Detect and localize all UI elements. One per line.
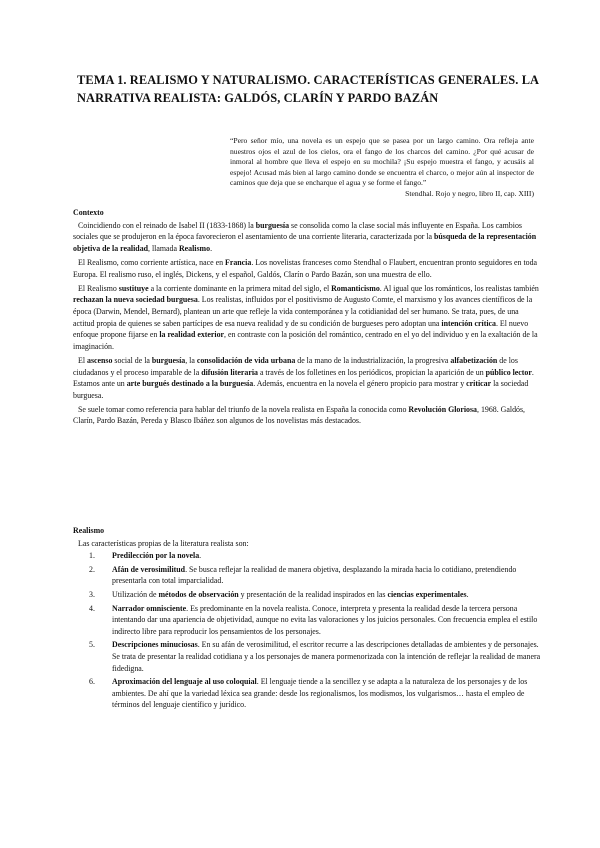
list-item: 2. Afán de verosimilitud. Se busca reflejar la realidad de manera objetiva, desplazando la mirada hacia lo cotidiano, pretendiendo presentarla con total imparcialidad. — [89, 564, 517, 586]
section-heading-realismo: Realismo — [73, 526, 105, 535]
paragraph-3: El Realismo sustituye a la corriente dominante en la primera mitad del siglo, el Romanticismo. Al igual que los románticos, los realistas también rechazan la nueva sociedad burguesa. Los realistas, influidos por el positivismo de Augusto Comte, el marxismo y los avances científicos de la época (Darwin, Mendel, Bernard), plantean un arte que refleje la vida contemporánea y la cotidianidad del ser humano. Se trata, pues, de una actitud propia de quienes se saben partícipes de esa nueva realidad y de su condición de burgueses pero adoptan una intención crítica. El nuevo enfoque propone fijarse en la realidad exterior, en contraste con la posición del romántico, centrado en el yo del individuo y en la exaltación de la imaginación. — [73, 283, 539, 351]
paragraph-1: Coincidiendo con el reinado de Isabel II (1833-1868) la burguesía se consolida como la clase social más influyente en España. Los cambios sociales que se produjeron en la época favorecieron el asentamiento de una corriente literaria, caracterizada por la búsqueda de la representación objetiva de la realidad, llamada Realismo. — [73, 220, 537, 253]
paragraph-2: El Realismo, como corriente artística, nace en Francia. Los novelistas franceses como Stendhal o Flaubert, encuentran pronto seguidores en toda Europa. El realismo ruso, el inglés, Dickens, y el español, Galdós, Clarín o Pardo Bazán, son una muestra de ello. — [73, 257, 538, 279]
page-title: TEMA 1. REALISMO Y NATURALISMO. CARACTERÍSTICAS GENERALES. LA NARRATIVA REALISTA: GALDÓS, CLARÍN Y PARDO BAZÁN — [77, 73, 539, 105]
list-item: 1. Predilección por la novela. — [89, 551, 202, 561]
epigraph-quote: “Pero señor mío, una novela es un espejo que se pasea por un largo camino. Ora refleja ante nuestros ojos el azul de los cielos, ora el fango de los charcos del camino. ¿Por qué acusar de inmoral al hombre que lleva el espejo en su mochila? ¡Su espejo muestra el fango, y acusáis al espejo! Acusad más bien al largo camino donde se encuentra el charco, o mejor aún al inspector de caminos que deja que se encharque el agua y se forme el fango.” — [230, 136, 534, 188]
paragraph-4: El ascenso social de la burguesía, la consolidación de vida urbana de la mano de la industrialización, la progresiva alfabetización de los ciudadanos y el proceso imparable de la difusión literaria a través de los folletines en los periódicos, propician la aparición de un público lector. Estamos ante un arte burgués destinado a la burguesía. Además, encuentra en la novela el género propicio para mostrar y criticar la sociedad burguesa. — [73, 355, 534, 400]
characteristics-list — [73, 550, 541, 711]
list-item: 6. Aproximación del lenguaje al uso coloquial. El lenguaje tiende a la sencillez y se adapta a la naturaleza de los personajes y de los ambientes. De ahí que la variedad léxica sea grande: desde los regionalismos, los modismos, los vulgarismos… hasta el empleo de términos del lenguaje científico y jurídico. — [89, 677, 528, 710]
section-heading-contexto: Contexto — [73, 208, 104, 217]
paragraph-5: Se suele tomar como referencia para hablar del triunfo de la novela realista en España la conocida como Revolución Gloriosa, 1968. Galdós, Clarín, Pardo Bazán, Pereda y Blasco Ibáñez son algunos de los novelistas más destacados. — [73, 404, 525, 426]
list-item: 3. Utilización de métodos de observación y presentación de la realidad inspirados en las ciencias experimentales. — [89, 589, 469, 599]
section-contexto — [73, 207, 541, 430]
list-item: 5. Descripciones minuciosas. En su afán de verosimilitud, el escritor recurre a las descripciones detalladas de ambientes y de personajes. Se trata de presentar la realidad cotidiana y a los personajes de manera pormenorizada con la intención de reflejar la realidad de manera fidedigna. — [89, 640, 541, 673]
list-item: 4. Narrador omnisciente. Es predominante en la novela realista. Conoce, interpreta y presenta la realidad desde la tercera persona intentando dar una apariencia de objetividad, aunque no evita las valoraciones y los juicios personales. Con frecuencia emplea el estilo indirecto libre para reproducir los pensamientos de los personajes. — [89, 603, 538, 636]
list-intro: Las características propias de la literatura realista son: — [78, 538, 249, 548]
epigraph — [230, 136, 534, 200]
section-realismo — [73, 525, 541, 713]
epigraph-source: Stendhal. Rojo y negro, libro II, cap. XIII) — [405, 188, 534, 198]
